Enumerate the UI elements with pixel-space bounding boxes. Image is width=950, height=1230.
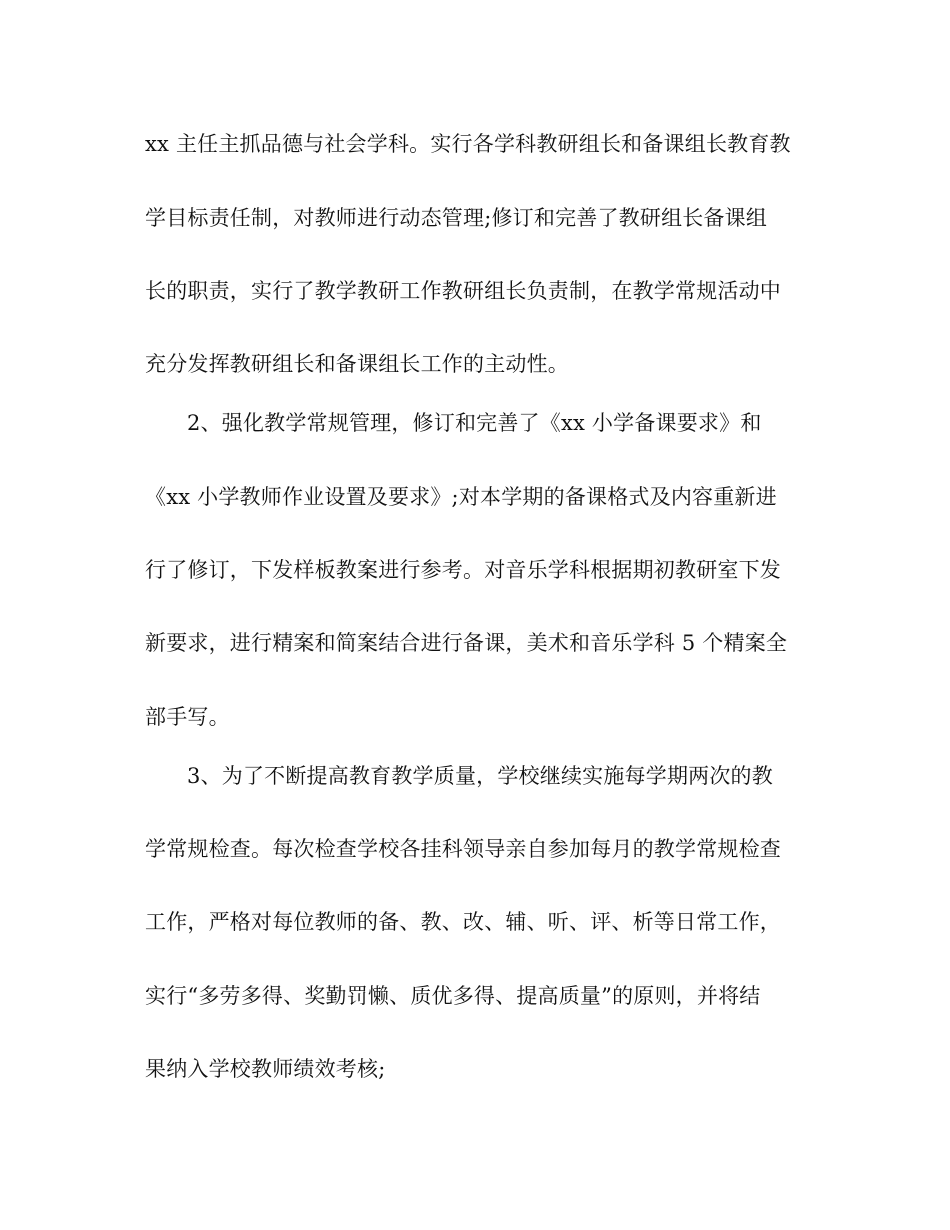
text-line: 学常规检查。每次检查学校各挂科领导亲自参加每月的教学常规检查 (145, 837, 781, 861)
text-line: xx 主任主抓品德与社会学科。实行各学科教研组长和备课组长教育教 (145, 132, 791, 156)
text-line: 《xx 小学教师作业设置及要求》;对本学期的备课格式及内容重新进 (145, 485, 777, 509)
text-line: 长的职责，实行了教学教研工作教研组长负责制，在教学常规活动中 (145, 279, 781, 303)
text-line: 行了修订，下发样板教案进行参考。对音乐学科根据期初教研室下发 (145, 558, 781, 582)
text-line: 学目标责任制，对教师进行动态管理;修订和完善了教研组长备课组 (145, 206, 768, 230)
text-line: 实行“多劳多得、奖勤罚懒、质优多得、提高质量”的原则，并将结 (145, 984, 761, 1008)
text-line: 充分发挥教研组长和备课组长工作的主动性。 (145, 352, 569, 376)
text-line: 工作，严格对每位教师的备、教、改、辅、听、评、析等日常工作， (145, 910, 781, 934)
paragraph-start-line: 2、强化教学常规管理，修订和完善了《xx 小学备课要求》和 (187, 411, 762, 435)
paragraph-start-line: 3、为了不断提高教育教学质量，学校继续实施每学期两次的教 (187, 764, 773, 788)
text-line: 果纳入学校教师绩效考核; (145, 1057, 386, 1081)
text-line: 部手写。 (145, 705, 230, 729)
text-line: 新要求，进行精案和简案结合进行备课，美术和音乐学科 5 个精案全 (145, 631, 788, 655)
